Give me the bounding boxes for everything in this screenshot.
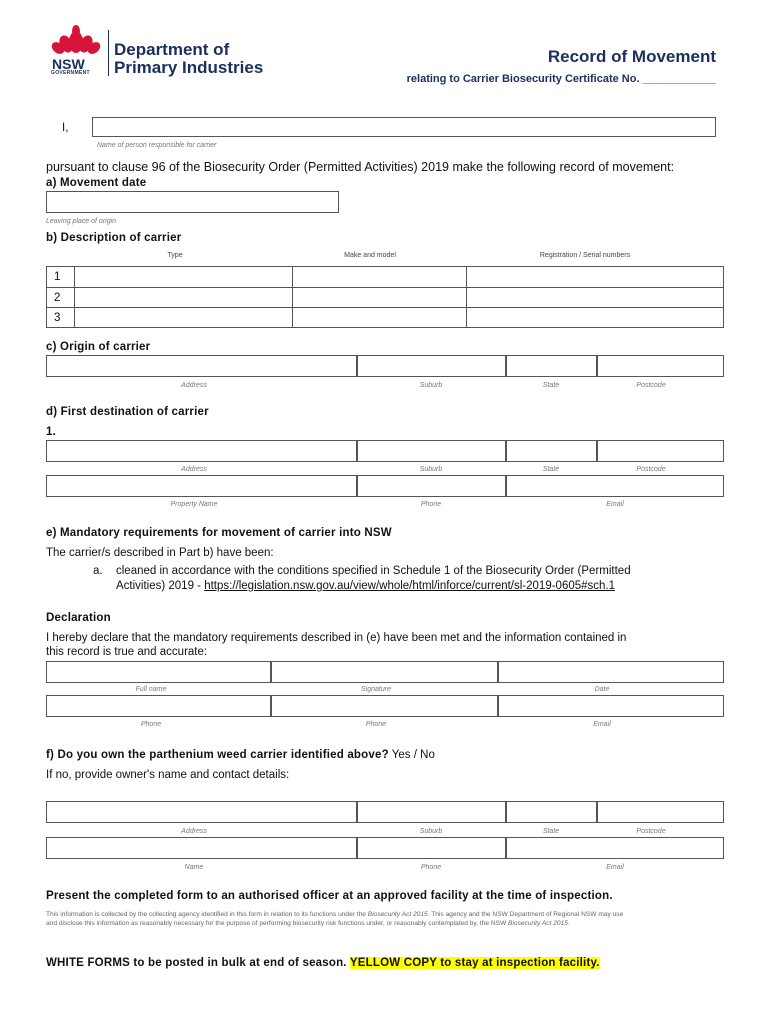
dest-postcode-field[interactable] <box>597 440 724 462</box>
privacy-text: . <box>567 920 570 927</box>
i-label: I, <box>62 122 69 134</box>
section-f-answer: Yes / No <box>391 749 435 761</box>
owner-postcode-field[interactable] <box>597 801 724 823</box>
carrier-row-number: 1 <box>54 271 61 283</box>
person-name-caption: Name of person responsible for carrier <box>97 142 217 149</box>
origin-state-field[interactable] <box>506 355 597 377</box>
waratah-icon <box>48 24 104 60</box>
section-e-heading: e) Mandatory requirements for movement of carrier into NSW <box>46 527 392 539</box>
caption-name: Name <box>184 864 204 871</box>
caption-suburb: Suburb <box>419 466 443 473</box>
carrier-type-cell[interactable] <box>75 267 291 327</box>
owner-address-field[interactable] <box>46 801 357 823</box>
item-letter: a. <box>93 565 103 577</box>
section-b-heading: b) Description of carrier <box>46 232 182 244</box>
caption-signature: Signature <box>361 686 391 693</box>
carrier-make-cell[interactable] <box>293 267 465 327</box>
page-title: Record of Movement <box>547 47 716 66</box>
decl-phone2-field[interactable] <box>271 695 498 717</box>
present-instruction: Present the completed form to an authorised officer at an approved facility at the time of inspection. <box>46 890 613 902</box>
item-line2 <box>116 580 615 592</box>
section-f-heading: f) Do you own the parthenium weed carrier identified above? <box>46 749 389 761</box>
caption-email: Email <box>606 864 624 871</box>
caption-address: Address <box>181 382 207 389</box>
dept-line1: Department of <box>114 40 230 59</box>
col-make-model: Make and model <box>344 252 396 259</box>
caption-phone: Phone <box>420 501 442 508</box>
caption-phone: Phone <box>140 721 162 728</box>
section-c-heading: c) Origin of carrier <box>46 341 151 353</box>
dept-name <box>114 41 263 77</box>
decl-fullname-field[interactable] <box>46 661 271 683</box>
section-d-heading: d) First destination of carrier <box>46 406 209 418</box>
caption-postcode: Postcode <box>636 382 666 389</box>
privacy-text: This information is collected by the collecting agency identified in this form in relation to its functions under the <box>46 911 368 918</box>
declaration-heading: Declaration <box>46 612 111 624</box>
nsw-logo <box>48 24 104 76</box>
gov-sub: GOVERNMENT <box>51 70 90 76</box>
caption-date: Date <box>594 686 610 693</box>
dept-line2: Primary Industries <box>114 58 264 77</box>
caption-phone: Phone <box>365 721 387 728</box>
dest-address-field[interactable] <box>46 440 357 462</box>
dest-email-field[interactable] <box>506 475 724 497</box>
carrier-row-number: 2 <box>54 292 61 304</box>
caption-state: State <box>542 382 560 389</box>
decl-email-field[interactable] <box>498 695 724 717</box>
caption-phone: Phone <box>420 864 442 871</box>
item-line2-prefix: Activities) 2019 - <box>116 580 205 592</box>
owner-email-field[interactable] <box>506 837 724 859</box>
origin-postcode-field[interactable] <box>597 355 724 377</box>
decl-phone-field[interactable] <box>46 695 271 717</box>
movement-date-caption: Leaving place of origin <box>46 218 117 225</box>
owner-name-field[interactable] <box>46 837 357 859</box>
dest-suburb-field[interactable] <box>357 440 506 462</box>
gov-text: NSW <box>52 56 85 72</box>
caption-suburb: Suburb <box>419 382 443 389</box>
caption-email: Email <box>593 721 611 728</box>
privacy-text: and disclose this information as reasonably necessary for the purpose of performing biosecurity risk functions under, or reasonably contemplated by, the NSW <box>46 920 509 927</box>
privacy-notice <box>46 910 623 928</box>
owner-phone-field[interactable] <box>357 837 506 859</box>
declaration-line1: I hereby declare that the mandatory requirements described in (e) have been met and the information contained in <box>46 632 627 644</box>
pursuant-text: pursuant to clause 96 of the Biosecurity Order (Permitted Activities) 2019 make the following record of movement: <box>46 160 675 174</box>
decl-date-field[interactable] <box>498 661 724 683</box>
caption-address: Address <box>181 466 207 473</box>
white-forms-text: WHITE FORMS to be posted in bulk at end of season. <box>46 957 347 969</box>
page-subtitle: relating to Carrier Biosecurity Certificate No. ____________ <box>406 73 716 85</box>
section-a-heading: a) Movement date <box>46 177 147 189</box>
dest-property-field[interactable] <box>46 475 357 497</box>
owner-suburb-field[interactable] <box>357 801 506 823</box>
privacy-text: . This agency and the NSW Department of Regional NSW may use <box>427 911 624 918</box>
logo-divider <box>108 30 109 76</box>
privacy-act: Biosecurity Act 2015 <box>367 911 428 918</box>
person-name-field[interactable] <box>92 117 716 137</box>
privacy-line1 <box>46 910 623 919</box>
carrier-registration-cell[interactable] <box>467 267 723 327</box>
legislation-link[interactable]: https://legislation.nsw.gov.au/view/whole/html/inforce/current/sl-2019-0605#sch.1 <box>204 580 616 592</box>
carrier-row-number: 3 <box>54 312 61 324</box>
privacy-line2 <box>46 919 623 928</box>
section-f-sub: If no, provide owner's name and contact details: <box>46 769 290 781</box>
dest-state-field[interactable] <box>506 440 597 462</box>
section-e-intro: The carrier/s described in Part b) have been: <box>46 547 274 559</box>
col-type: Type <box>167 252 183 259</box>
caption-email: Email <box>606 501 624 508</box>
bottom-instruction <box>46 957 600 969</box>
caption-address: Address <box>181 828 207 835</box>
col-registration: Registration / Serial numbers <box>539 252 631 259</box>
caption-suburb: Suburb <box>419 828 443 835</box>
caption-state: State <box>542 828 560 835</box>
movement-date-field[interactable] <box>46 191 339 213</box>
caption-postcode: Postcode <box>636 466 666 473</box>
decl-signature-field[interactable] <box>271 661 498 683</box>
caption-full-name: Full name <box>135 686 167 693</box>
yellow-copy-text: YELLOW COPY to stay at inspection facility. <box>349 957 600 969</box>
item-line1: cleaned in accordance with the conditions specified in Schedule 1 of the Biosecurity Order (Permitted <box>116 565 631 577</box>
caption-postcode: Postcode <box>636 828 666 835</box>
origin-suburb-field[interactable] <box>357 355 506 377</box>
caption-property-name: Property Name <box>170 501 218 508</box>
dest-phone-field[interactable] <box>357 475 506 497</box>
declaration-line2: this record is true and accurate: <box>46 646 208 658</box>
privacy-act: Biosecurity Act 2015 <box>508 920 568 927</box>
caption-state: State <box>542 466 560 473</box>
owner-state-field[interactable] <box>506 801 597 823</box>
destination-number: 1. <box>46 426 56 438</box>
origin-address-field[interactable] <box>46 355 357 377</box>
section-f-question <box>46 749 435 761</box>
